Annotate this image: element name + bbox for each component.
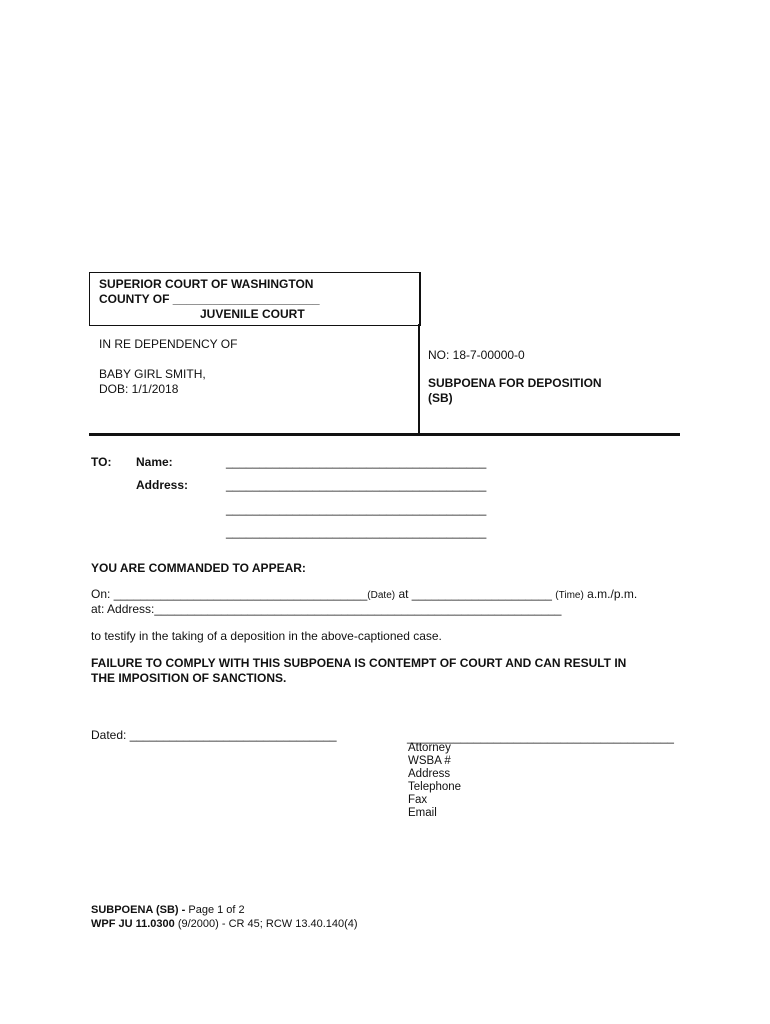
failure-warning-line-1: FAILURE TO COMPLY WITH THIS SUBPOENA IS CONTEMPT OF COURT AND CAN RESULT IN [91, 656, 627, 670]
appearance-address-label: at: Address: [91, 602, 155, 616]
caption-divider-vertical [418, 324, 420, 435]
failure-warning-line-2: THE IMPOSITION OF SANCTIONS. [91, 671, 287, 685]
signer-address-label: Address [408, 768, 451, 780]
to-label: TO: [91, 455, 112, 469]
time-line: _____________________ [411, 587, 552, 601]
command-heading: YOU ARE COMMANDED TO APPEAR: [91, 561, 306, 575]
address-field-line-1: _______________________________________ [226, 478, 487, 492]
date-line: ______________________________________ [113, 587, 368, 601]
name-label: Name: [136, 455, 173, 469]
appearance-date-row [91, 587, 637, 601]
ampm-label: a.m./p.m. [587, 587, 638, 601]
document-code: (SB) [428, 391, 453, 405]
county-line: COUNTY OF ______________________ [99, 292, 320, 306]
at-label: at [398, 587, 409, 601]
caption-child-name: BABY GIRL SMITH, [99, 367, 206, 381]
address-field-line-2: _______________________________________ [226, 502, 487, 516]
address-field-line-3: _______________________________________ [226, 525, 487, 539]
dated-line: _______________________________ [129, 728, 337, 742]
date-label: (Date) [367, 590, 396, 601]
testify-statement: to testify in the taking of a deposition in the above-captioned case. [91, 629, 442, 643]
wsba-label: WSBA # [408, 755, 451, 767]
footer-form-title [91, 904, 245, 916]
appearance-address-line: _____________________________________________________________ [154, 602, 562, 616]
on-label: On: [91, 587, 111, 601]
case-number: NO: 18-7-00000-0 [428, 348, 525, 362]
dated-row [91, 728, 337, 742]
caption-divider-horizontal [89, 433, 680, 436]
court-name: SUPERIOR COURT OF WASHINGTON [99, 277, 314, 291]
appearance-address-row [91, 602, 561, 616]
attorney-label: Attorney [408, 742, 451, 754]
juvenile-court: JUVENILE COURT [200, 307, 305, 321]
footer-page-number: Page 1 of 2 [188, 904, 245, 916]
footer-form-number: WPF JU 11.0300 [91, 918, 175, 930]
caption-dob: DOB: 1/1/2018 [99, 382, 179, 396]
document-title: SUBPOENA FOR DEPOSITION [428, 376, 602, 390]
signature-line: ________________________________________ [407, 730, 674, 744]
name-field-line: _______________________________________ [226, 455, 487, 469]
fax-label: Fax [408, 794, 428, 806]
footer-form-reference [91, 918, 358, 930]
address-label: Address: [136, 478, 189, 492]
telephone-label: Telephone [408, 781, 462, 793]
caption-in-re: IN RE DEPENDENCY OF [99, 337, 238, 351]
footer-revision: (9/2000) - CR 45; RCW 13.40.140(4) [177, 918, 358, 930]
email-label: Email [408, 807, 437, 819]
footer-form-name: SUBPOENA (SB) - [91, 904, 186, 916]
time-label: (Time) [555, 590, 584, 601]
dated-label: Dated: [91, 728, 127, 742]
